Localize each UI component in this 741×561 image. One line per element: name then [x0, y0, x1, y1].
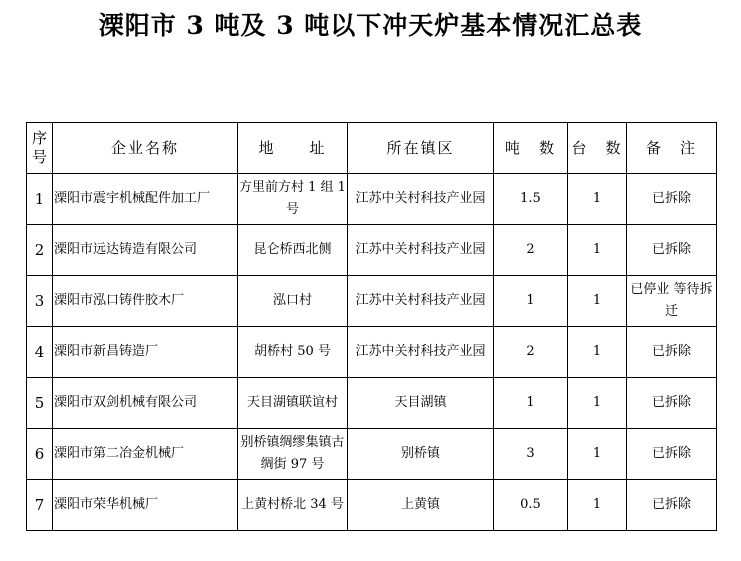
cell-remark: 已停业 等待拆迁 [627, 276, 717, 327]
header-no-line1: 序 [31, 129, 47, 147]
cell-no: 6 [27, 429, 53, 480]
cell-town: 江苏中关村科技产业园 [348, 174, 494, 225]
header-row [27, 123, 717, 174]
table-row [27, 276, 717, 327]
cell-address: 天目湖镇联谊村 [238, 378, 348, 429]
cell-town: 江苏中关村科技产业园 [348, 327, 494, 378]
cell-no: 5 [27, 378, 53, 429]
table-row [27, 480, 717, 531]
cell-remark: 已拆除 [627, 429, 717, 480]
cell-remark: 已拆除 [627, 480, 717, 531]
cell-no: 3 [27, 276, 53, 327]
cell-company: 溧阳市双剑机械有限公司 [53, 378, 238, 429]
cell-company: 溧阳市新昌铸造厂 [53, 327, 238, 378]
cell-units: 1 [568, 225, 627, 276]
header-remark: 备 注 [627, 123, 717, 174]
cell-address: 方里前方村 1 组 1 号 [238, 174, 348, 225]
cell-company: 溧阳市远达铸造有限公司 [53, 225, 238, 276]
page-title: 溧阳市 3 吨及 3 吨以下冲天炉基本情况汇总表 [98, 11, 643, 40]
cell-remark: 已拆除 [627, 378, 717, 429]
cell-address: 泓口村 [238, 276, 348, 327]
cell-units: 1 [568, 327, 627, 378]
cell-tonnage: 1 [494, 276, 568, 327]
cell-tonnage: 2 [494, 225, 568, 276]
cell-tonnage: 0.5 [494, 480, 568, 531]
header-tonnage: 吨 数 [494, 123, 568, 174]
header-address: 地 址 [238, 123, 348, 174]
cell-address: 胡桥村 50 号 [238, 327, 348, 378]
table-row [27, 327, 717, 378]
table-row [27, 174, 717, 225]
cell-units: 1 [568, 276, 627, 327]
table-row [27, 378, 717, 429]
cell-remark: 已拆除 [627, 225, 717, 276]
cell-address: 别桥镇绸缪集镇古绸街 97 号 [238, 429, 348, 480]
cell-address: 上黄村桥北 34 号 [238, 480, 348, 531]
cell-address: 昆仑桥西北侧 [238, 225, 348, 276]
cell-remark: 已拆除 [627, 327, 717, 378]
cell-company: 溧阳市荣华机械厂 [53, 480, 238, 531]
cell-no: 2 [27, 225, 53, 276]
cell-company: 溧阳市第二冶金机械厂 [53, 429, 238, 480]
cell-tonnage: 3 [494, 429, 568, 480]
cell-tonnage: 1 [494, 378, 568, 429]
cell-units: 1 [568, 429, 627, 480]
cell-town: 天目湖镇 [348, 378, 494, 429]
cell-town: 上黄镇 [348, 480, 494, 531]
header-town: 所在镇区 [348, 123, 494, 174]
table-row [27, 225, 717, 276]
cell-tonnage: 2 [494, 327, 568, 378]
header-no [27, 123, 53, 174]
cell-no: 4 [27, 327, 53, 378]
cell-company: 溧阳市震宇机械配件加工厂 [53, 174, 238, 225]
cell-remark: 已拆除 [627, 174, 717, 225]
table-row [27, 429, 717, 480]
header-units: 台 数 [568, 123, 627, 174]
cell-town: 江苏中关村科技产业园 [348, 276, 494, 327]
cell-units: 1 [568, 378, 627, 429]
cell-tonnage: 1.5 [494, 174, 568, 225]
cell-units: 1 [568, 480, 627, 531]
cell-town: 别桥镇 [348, 429, 494, 480]
cell-town: 江苏中关村科技产业园 [348, 225, 494, 276]
cell-no: 1 [27, 174, 53, 225]
cell-no: 7 [27, 480, 53, 531]
summary-table [26, 122, 717, 531]
header-company: 企业名称 [53, 123, 238, 174]
header-no-line2: 号 [31, 148, 47, 166]
cell-company: 溧阳市泓口铸件胶木厂 [53, 276, 238, 327]
cell-units: 1 [568, 174, 627, 225]
